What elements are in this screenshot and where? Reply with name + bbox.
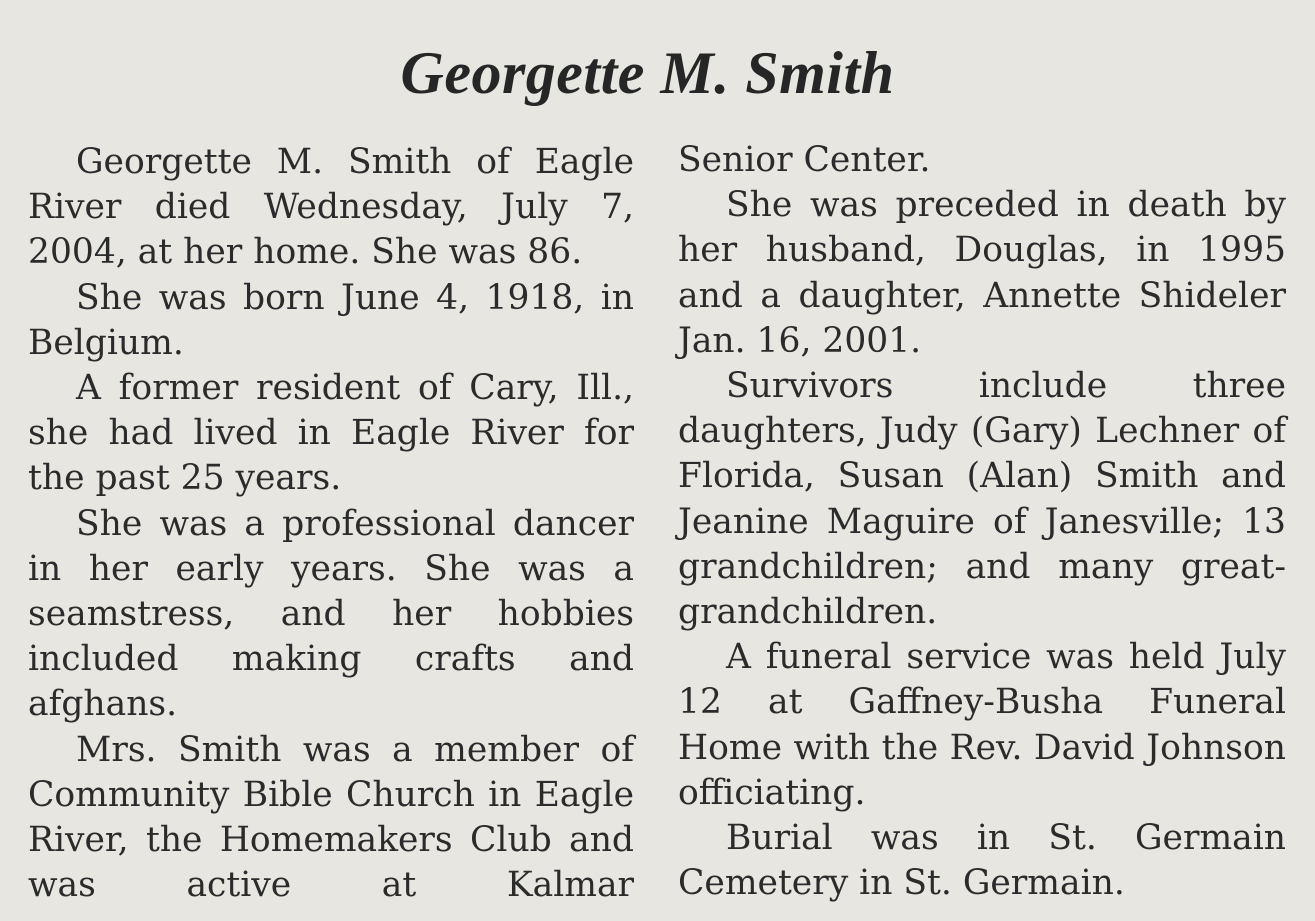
- paragraph-memberships: Mrs. Smith was a member of Community Bible Church in Eagle River, the Homemakers Club and was active at Kalmar: [28, 729, 634, 906]
- paragraph-funeral-service: A funeral service was held July 12 at Gaffney-Busha Funeral Home with the Rev. David Johnson officiating.: [678, 637, 1286, 813]
- paragraph-birth: She was born June 4, 1918, in Belgium.: [28, 277, 634, 363]
- paragraph-survivors: Survivors include three daughters, Judy (Gary) Lechner of Florida, Susan (Alan) Smith and Jeanine Maguire of Janesville; 13 grandchildren; and many great-grandchildren.: [678, 366, 1286, 633]
- right-column: [678, 138, 1286, 906]
- paragraph-preceded-in-death: She was preceded in death by her husband, Douglas, in 1995 and a daughter, Annette Shideler Jan. 16, 2001.: [678, 185, 1286, 361]
- left-column: [28, 140, 634, 908]
- paragraph-death-notice: Georgette M. Smith of Eagle River died Wednesday, July 7, 2004, at her home. She was 86.: [28, 142, 634, 273]
- paragraph-career: She was a professional dancer in her early years. She was a seamstress, and her hobbies included making crafts and afghans.: [28, 503, 634, 725]
- paragraph-memberships-continued: Senior Center.: [678, 140, 931, 180]
- paragraph-residence: A former resident of Cary, Ill., she had lived in Eagle River for the past 25 years.: [28, 368, 634, 499]
- obituary-headline: Georgette M. Smith: [400, 40, 895, 106]
- paragraph-burial: Burial was in St. Germain Cemetery in St. Germain.: [678, 818, 1286, 904]
